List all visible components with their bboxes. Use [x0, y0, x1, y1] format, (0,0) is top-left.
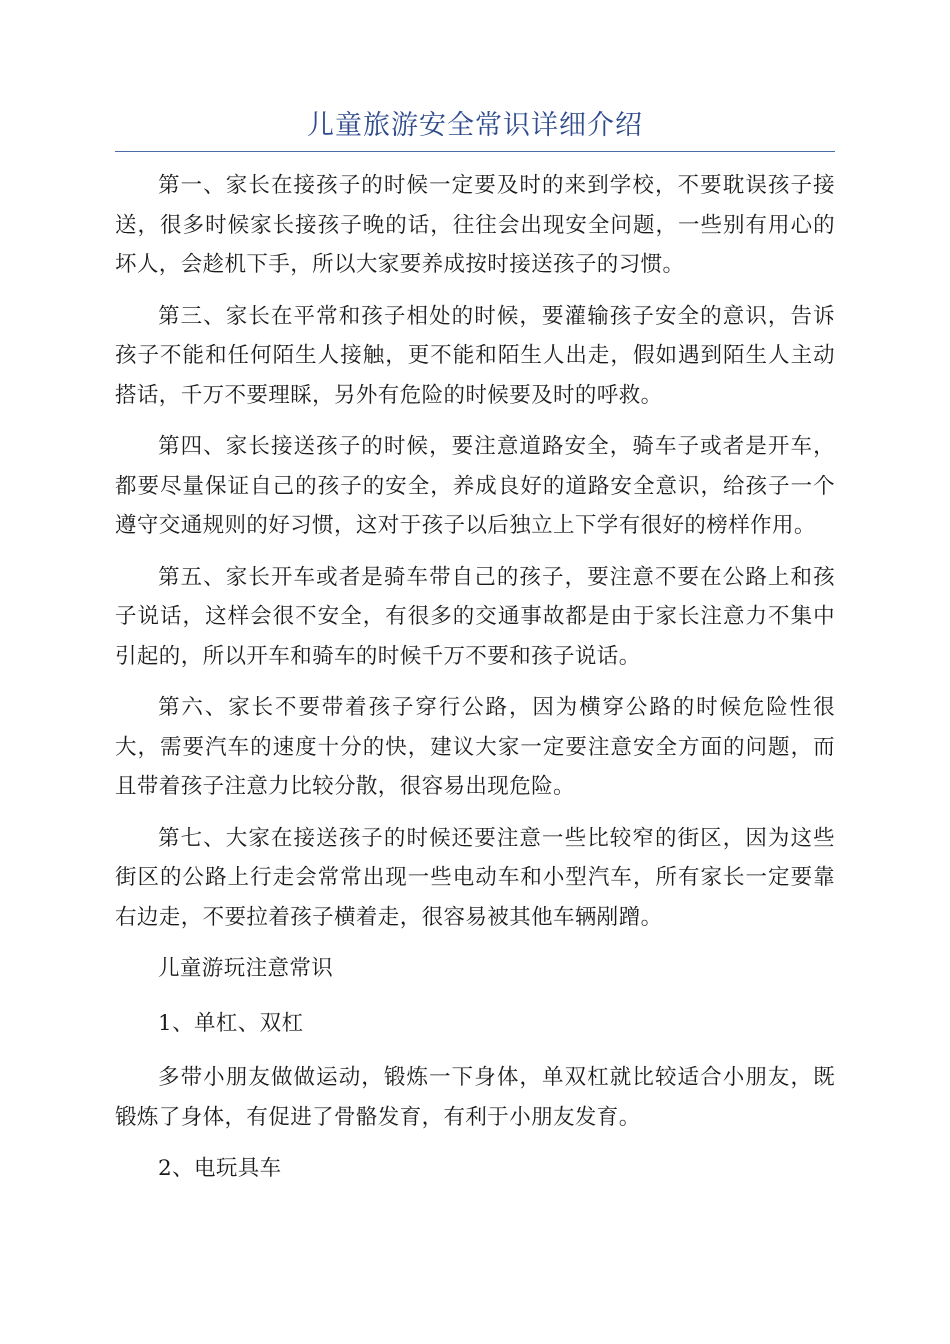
paragraph-5: 第五、家长开车或者是骑车带自己的孩子，要注意不要在公路上和孩子说话，这样会很不安全，有很多的交通事故都是由于家长注意力不集中引起的，所以开车和骑车的时候千万不要和孩子说话。 [115, 564, 835, 669]
paragraph-6: 第六、家长不要带着孩子穿行公路，因为横穿公路的时候危险性很大，需要汽车的速度十分的快，建议大家一定要注意安全方面的问题，而且带着孩子注意力比较分散，很容易出现危险。 [115, 695, 835, 800]
document-page [115, 108, 835, 1204]
paragraph-1: 第一、家长在接孩子的时候一定要及时的来到学校，不要耽误孩子接送，很多时候家长接孩子晚的话，往往会出现安全问题，一些别有用心的坏人，会趁机下手，所以大家要养成按时接送孩子的习惯。 [115, 173, 835, 278]
list-item-1: 1、单杠、双杠 [158, 1010, 304, 1036]
document-body [115, 166, 835, 1189]
list-item-2: 2、电玩具车 [158, 1156, 282, 1182]
paragraph-7: 第七、大家在接送孩子的时候还要注意一些比较窄的街区，因为这些街区的公路上行走会常常出现一些电动车和小型汽车，所有家长一定要靠右边走，不要拉着孩子横着走，很容易被其他车辆剐蹭。 [115, 825, 835, 930]
paragraph-4: 第四、家长接送孩子的时候，要注意道路安全，骑车子或者是开车，都要尽量保证自己的孩子的安全，养成良好的道路安全意识，给孩子一个遵守交通规则的好习惯，这对于孩子以后独立上下学有很好的榜样作用。 [115, 434, 835, 539]
document-title: 儿童旅游安全常识详细介绍 [115, 108, 835, 152]
paragraph-3: 第三、家长在平常和孩子相处的时候，要灌输孩子安全的意识，告诉孩子不能和任何陌生人接触，更不能和陌生人出走，假如遇到陌生人主动搭话，千万不要理睬，另外有危险的时候要及时的呼救。 [115, 303, 835, 408]
section-heading: 儿童游玩注意常识 [158, 956, 334, 982]
list-item-1-description: 多带小朋友做做运动，锻炼一下身体，单双杠就比较适合小朋友，既锻炼了身体，有促进了骨骼发育，有利于小朋友发育。 [115, 1065, 835, 1130]
